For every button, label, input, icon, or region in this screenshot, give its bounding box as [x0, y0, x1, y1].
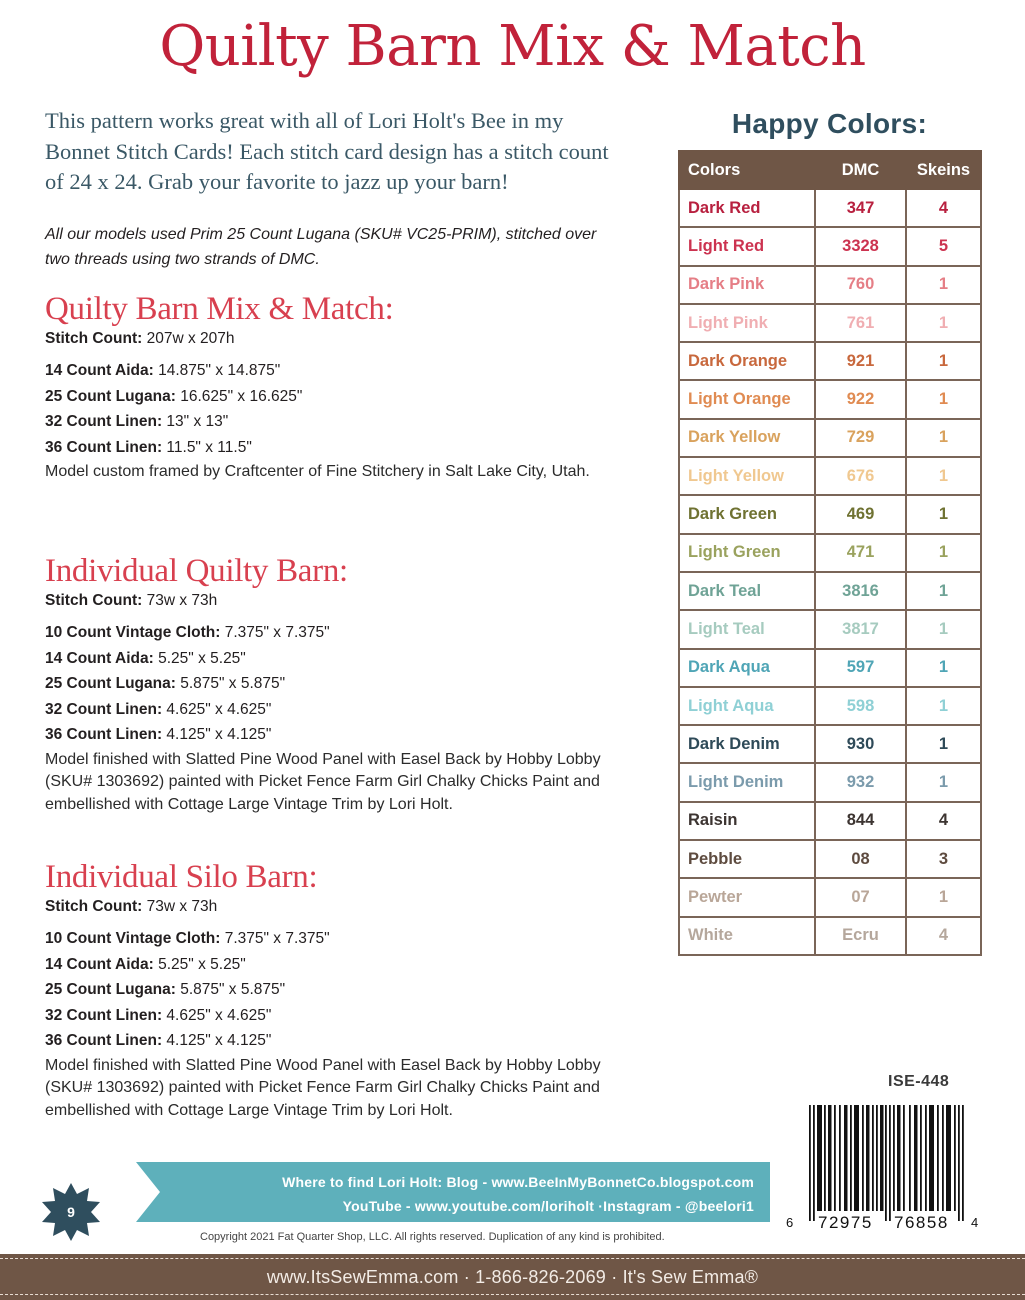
cell-dmc: 676 [815, 457, 906, 495]
cell-name: Light Red [679, 227, 815, 265]
cell-skeins: 1 [906, 342, 981, 380]
page-number-badge [42, 1183, 100, 1241]
table-row [679, 802, 981, 840]
spec-value: 7.375" x 7.375" [220, 930, 330, 947]
intro-text: This pattern works great with all of Lori Holt's Bee in my Bonnet Stitch Cards! Each stitch card design has a stitch count of 24 x 24. Grab your favorite to jazz up your barn! [45, 108, 609, 194]
table-row [679, 534, 981, 572]
cell-dmc: 921 [815, 342, 906, 380]
cell-skeins: 1 [906, 610, 981, 648]
cell-dmc: 3328 [815, 227, 906, 265]
cell-dmc: 844 [815, 802, 906, 840]
table-row [679, 840, 981, 878]
spec-row [45, 722, 635, 748]
section-description: Model finished with Slatted Pine Wood Panel with Easel Back by Hobby Lobby (SKU# 1303692) painted with Picket Fence Farm Girl Chalky Chicks Paint and embellished with Cottage Large Vintage Trim by Lori Holt. [45, 1056, 601, 1119]
table-row [679, 380, 981, 418]
footer-contact-text[interactable]: www.ItsSewEmma.com · 1-866-826-2069 · It's Sew Emma® [266, 1267, 759, 1287]
cell-name: Light Orange [679, 380, 815, 418]
cell-dmc: 3817 [815, 610, 906, 648]
cell-skeins: 1 [906, 687, 981, 725]
barcode [786, 1105, 981, 1235]
spec-row [45, 409, 635, 435]
product-code: ISE-448 [888, 1073, 950, 1090]
cell-name: Dark Red [679, 189, 815, 227]
spec-label: 14 Count Aida: [45, 955, 154, 973]
cell-name: Light Aqua [679, 687, 815, 725]
fabric-note: All our models used Prim 25 Count Lugana (SKU# VC25-PRIM), stitched over two threads using two strands of DMC. [45, 226, 597, 268]
section-description: Model finished with Slatted Pine Wood Panel with Easel Back by Hobby Lobby (SKU# 1303692) painted with Picket Fence Farm Girl Chalky Chicks Paint and embellished with Cottage Large Vintage Trim by Lori Holt. [45, 750, 601, 813]
spec-label: 10 Count Vintage Cloth: [45, 930, 221, 947]
page-title: Quilty Barn Mix & Match [159, 14, 866, 79]
spec-label: 25 Count Lugana: [45, 387, 176, 405]
table-row [679, 763, 981, 801]
cell-name: Dark Green [679, 495, 815, 533]
spec-label: 25 Count Lugana: [45, 981, 176, 998]
cell-dmc: 922 [815, 380, 906, 418]
spec-value: 7.375" x 7.375" [220, 624, 330, 641]
section-description: Model custom framed by Craftcenter of Fine Stitchery in Salt Lake City, Utah. [45, 463, 590, 480]
spec-row [45, 977, 635, 1003]
spec-value: 4.125" x 4.125" [162, 726, 272, 743]
spec-row [45, 384, 635, 410]
spec-row [45, 435, 635, 461]
cell-name: Light Denim [679, 763, 815, 801]
cell-skeins: 1 [906, 763, 981, 801]
cell-name: Light Yellow [679, 457, 815, 495]
table-row [679, 189, 981, 227]
table-row [679, 649, 981, 687]
cell-skeins: 1 [906, 380, 981, 418]
spec-row [45, 646, 635, 672]
table-header-row [679, 151, 981, 189]
cell-skeins: 1 [906, 304, 981, 342]
table-row [679, 610, 981, 648]
cell-name: Dark Denim [679, 725, 815, 763]
spec-value: 14.875" x 14.875" [153, 362, 281, 379]
spec-value: 5.25" x 5.25" [153, 649, 246, 667]
cell-name: Dark Aqua [679, 649, 815, 687]
stitch-count: Stitch Count: 73w x 73h [45, 592, 218, 609]
cell-skeins: 1 [906, 419, 981, 457]
cell-skeins: 1 [906, 495, 981, 533]
cell-dmc: 08 [815, 840, 906, 878]
spec-row [45, 697, 635, 723]
cell-dmc: 469 [815, 495, 906, 533]
cell-dmc: Ecru [815, 917, 906, 955]
cell-skeins: 1 [906, 725, 981, 763]
spec-value: 11.5" x 11.5" [162, 438, 252, 456]
spec-value: 5.875" x 5.875" [175, 675, 286, 692]
spec-value: 5.25" x 5.25" [153, 955, 246, 973]
cell-name: Light Green [679, 534, 815, 572]
section-quilty-barn [45, 552, 635, 816]
colors-table-title: Happy Colors: [731, 108, 928, 139]
cell-skeins: 4 [906, 917, 981, 955]
cell-name: Dark Pink [679, 266, 815, 304]
cell-name: Pebble [679, 840, 815, 878]
table-row [679, 304, 981, 342]
table-row [679, 342, 981, 380]
cell-skeins: 3 [906, 840, 981, 878]
cell-skeins: 1 [906, 266, 981, 304]
cell-skeins: 1 [906, 534, 981, 572]
spec-label: 36 Count Linen: [45, 438, 163, 456]
social-links-banner [136, 1162, 770, 1222]
cell-skeins: 5 [906, 227, 981, 265]
spec-label: 36 Count Linen: [45, 1032, 163, 1049]
cell-skeins: 4 [906, 802, 981, 840]
section-heading: Individual Quilty Barn: [45, 553, 348, 589]
cell-skeins: 1 [906, 649, 981, 687]
cell-dmc: 3816 [815, 572, 906, 610]
cell-skeins: 1 [906, 572, 981, 610]
cell-name: Dark Yellow [679, 419, 815, 457]
section-mix-and-match [45, 290, 635, 484]
spec-value: 5.875" x 5.875" [175, 981, 286, 998]
spec-row [45, 358, 635, 384]
section-heading: Individual Silo Barn: [45, 859, 318, 895]
cell-skeins: 1 [906, 878, 981, 916]
table-row [679, 227, 981, 265]
cell-dmc: 932 [815, 763, 906, 801]
spec-label: 32 Count Linen: [45, 700, 163, 718]
barcode-digit-last: 4 [971, 1215, 979, 1230]
stitch-count: Stitch Count: 207w x 207h [45, 330, 235, 347]
header-skeins: Skeins [906, 151, 981, 189]
cell-dmc: 930 [815, 725, 906, 763]
cell-dmc: 597 [815, 649, 906, 687]
spec-label: 25 Count Lugana: [45, 675, 176, 692]
copyright-text: Copyright 2021 Fat Quarter Shop, LLC. All rights reserved. Duplication of any kind is prohibited. [200, 1231, 665, 1243]
cell-skeins: 1 [906, 457, 981, 495]
header-dmc: DMC [815, 151, 906, 189]
cell-dmc: 07 [815, 878, 906, 916]
cell-dmc: 761 [815, 304, 906, 342]
cell-name: Pewter [679, 878, 815, 916]
table-row [679, 457, 981, 495]
spec-value: 16.625" x 16.625" [175, 387, 303, 405]
cell-dmc: 471 [815, 534, 906, 572]
cell-name: Dark Teal [679, 572, 815, 610]
cell-name: White [679, 917, 815, 955]
spec-row [45, 926, 635, 952]
cell-dmc: 729 [815, 419, 906, 457]
spec-label: 14 Count Aida: [45, 649, 154, 667]
footer-bar [0, 1254, 1025, 1300]
spec-row [45, 671, 635, 697]
spec-label: 10 Count Vintage Cloth: [45, 624, 221, 641]
spec-row [45, 620, 635, 646]
table-row [679, 725, 981, 763]
spec-row [45, 1028, 635, 1054]
cell-name: Dark Orange [679, 342, 815, 380]
barcode-digits-right: 76858 [894, 1213, 949, 1232]
cell-skeins: 4 [906, 189, 981, 227]
table-row [679, 687, 981, 725]
section-heading: Quilty Barn Mix & Match: [45, 291, 394, 327]
cell-name: Light Pink [679, 304, 815, 342]
page-number: 9 [67, 1204, 75, 1220]
spec-row [45, 952, 635, 978]
table-row [679, 917, 981, 955]
spec-label: 32 Count Linen: [45, 413, 163, 430]
spec-value: 4.625" x 4.625" [162, 700, 272, 718]
spec-label: 32 Count Linen: [45, 1006, 163, 1024]
header-colors: Colors [679, 151, 815, 189]
table-row [679, 878, 981, 916]
spec-label: 14 Count Aida: [45, 362, 154, 379]
spec-label: 36 Count Linen: [45, 726, 163, 743]
table-row [679, 419, 981, 457]
cell-name: Light Teal [679, 610, 815, 648]
blog-link-text[interactable]: Where to find Lori Holt: Blog - www.BeeInMyBonnetCo.blogspot.com [282, 1174, 754, 1190]
cell-dmc: 598 [815, 687, 906, 725]
barcode-digits-left: 72975 [818, 1213, 873, 1232]
section-silo-barn [45, 858, 635, 1122]
spec-value: 4.125" x 4.125" [162, 1032, 272, 1049]
spec-row [45, 1003, 635, 1029]
spec-value: 13" x 13" [162, 413, 229, 430]
cell-name: Raisin [679, 802, 815, 840]
stitch-count: Stitch Count: 73w x 73h [45, 898, 218, 915]
table-row [679, 572, 981, 610]
youtube-instagram-text[interactable]: YouTube - www.youtube.com/loriholt ·Instagram - @beelori1 [342, 1198, 754, 1214]
colors-table [678, 150, 982, 956]
cell-dmc: 347 [815, 189, 906, 227]
cell-dmc: 760 [815, 266, 906, 304]
barcode-digit-first: 6 [786, 1215, 794, 1230]
table-row [679, 495, 981, 533]
spec-value: 4.625" x 4.625" [162, 1006, 272, 1024]
table-row [679, 266, 981, 304]
